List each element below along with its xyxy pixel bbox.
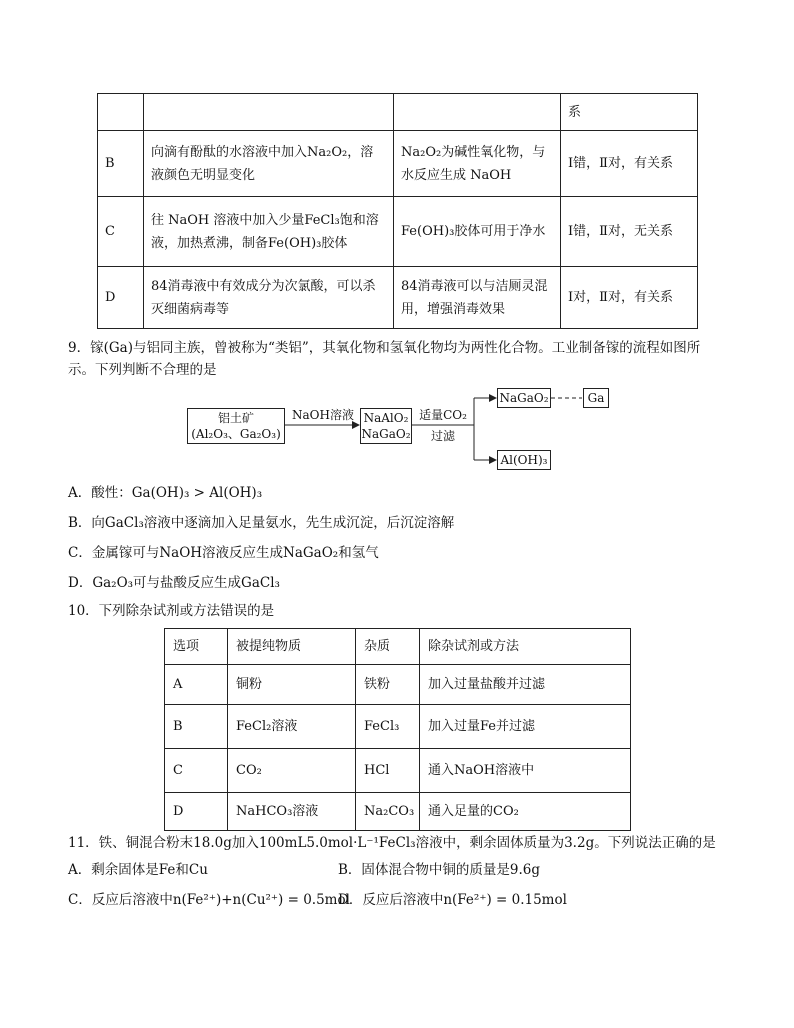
arrow1-label: NaOH溶液 [292, 408, 354, 422]
q10-cell: 加入过量盐酸并过滤 [420, 665, 631, 705]
q10-header-option: 选项 [165, 629, 228, 665]
q11-option-c: C．反应后溶液中n(Fe²⁺)+n(Cu²⁺) = 0.5mol [68, 892, 350, 908]
flow-box-bauxite [187, 408, 285, 444]
q10-cell: C [165, 749, 228, 793]
q9-stem-line2: 示。下列判断不合理的是 [68, 362, 217, 378]
q10-cell: CO₂ [228, 749, 356, 793]
q10-cell: FeCl₂溶液 [228, 705, 356, 749]
q10-cell: Na₂CO₃ [356, 793, 420, 831]
q8-option-cell: C [98, 197, 144, 267]
q8-statement2-cell: Fe(OH)₃胶体可用于净水 [394, 197, 561, 267]
q11-stem: 11．铁、铜混合粉末18.0g加入100mL5.0mol·L⁻¹FeCl₃溶液中，剩余固体质量为3.2g。下列说法正确的是 [68, 835, 716, 851]
q9-option-a: A．酸性：Ga(OH)₃ > Al(OH)₃ [68, 485, 263, 501]
flow-box-ga: Ga [583, 388, 609, 408]
q10-header-method: 除杂试剂或方法 [420, 629, 631, 665]
table-row [165, 749, 631, 793]
q10-header-substance: 被提纯物质 [228, 629, 356, 665]
flow-box-aloh3: Al(OH)₃ [497, 450, 551, 470]
arrow2-label-top: 适量CO₂ [419, 408, 467, 422]
q8-statement2-cell: 84消毒液可以与洁厕灵混用，增强消毒效果 [394, 267, 561, 329]
q10-cell: D [165, 793, 228, 831]
q10-cell: 铁粉 [356, 665, 420, 705]
q9-option-c: C．金属镓可与NaOH溶液反应生成NaGaO₂和氢气 [68, 545, 379, 561]
q11-option-b: B．固体混合物中铜的质量是9.6g [338, 862, 541, 878]
q8-statement2-cell: Na₂O₂为碱性氧化物，与水反应生成 NaOH [394, 131, 561, 197]
q8-judgement-cell: Ⅰ对，Ⅱ对，有关系 [561, 267, 698, 329]
bauxite-formula: (Al₂O₃、Ga₂O₃) [191, 427, 281, 441]
q8-judgement-cell: 系 [561, 94, 698, 131]
q8-statement1-cell: 84消毒液中有效成分为次氯酸，可以杀灭细菌病毒等 [144, 267, 394, 329]
q10-cell: 铜粉 [228, 665, 356, 705]
table-row [165, 629, 631, 665]
q8-judgement-cell: Ⅰ错，Ⅱ对，无关系 [561, 197, 698, 267]
q10-cell: A [165, 665, 228, 705]
q11-option-a: A．剩余固体是Fe和Cu [68, 862, 208, 878]
naalo2-label: NaAlO₂ [363, 411, 409, 425]
q8-option-cell: D [98, 267, 144, 329]
q9-option-b: B．向GaCl₃溶液中逐滴加入足量氨水，先生成沉淀，后沉淀溶解 [68, 515, 455, 531]
q9-option-d: D．Ga₂O₃可与盐酸反应生成GaCl₃ [68, 575, 280, 591]
nagao2-label: NaGaO₂ [361, 427, 411, 441]
q10-cell: NaHCO₃溶液 [228, 793, 356, 831]
q8-judgement-cell: Ⅰ错，Ⅱ对，有关系 [561, 131, 698, 197]
q10-cell: B [165, 705, 228, 749]
q8-statement1-cell: 往 NaOH 溶液中加入少量FeCl₃饱和溶液，加热煮沸，制备Fe(OH)₃胶体 [144, 197, 394, 267]
table-row [165, 793, 631, 831]
q10-cell: 通入NaOH溶液中 [420, 749, 631, 793]
q10-cell: 加入过量Fe并过滤 [420, 705, 631, 749]
bauxite-label: 铝土矿 [217, 411, 254, 425]
q10-table [164, 628, 631, 831]
q10-stem: 10．下列除杂试剂或方法错误的是 [68, 603, 275, 619]
table-row [165, 705, 631, 749]
q10-cell: 通入足量的CO₂ [420, 793, 631, 831]
flow-box-nagao2: NaGaO₂ [497, 388, 551, 408]
table-row [165, 665, 631, 705]
q9-stem-line1: 9．镓(Ga)与铝同主族，曾被称为“类铝”，其氧化物和氢氧化物均为两性化合物。工业制备镓的流程如图所 [68, 340, 701, 356]
q8-statement1-cell: 向滴有酚酞的水溶液中加入Na₂O₂，溶液颜色无明显变化 [144, 131, 394, 197]
arrow2-label-bottom: 过滤 [430, 429, 455, 443]
q10-cell: HCl [356, 749, 420, 793]
flow-box-solution [360, 408, 412, 444]
q8-option-cell: B [98, 131, 144, 197]
q11-option-d: D．反应后溶液中n(Fe²⁺) = 0.15mol [338, 892, 567, 908]
q10-cell: FeCl₃ [356, 705, 420, 749]
q10-header-impurity: 杂质 [356, 629, 420, 665]
